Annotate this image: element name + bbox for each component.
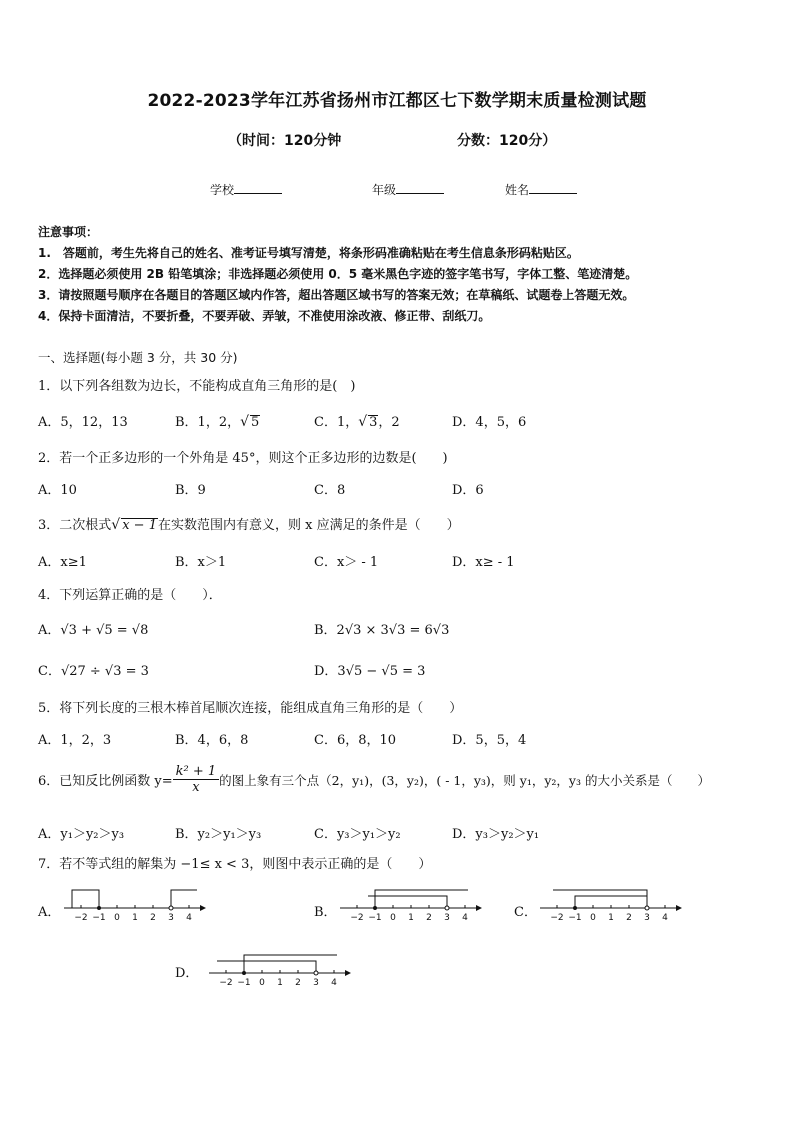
number-line-c <box>538 886 683 924</box>
tick-label: 0 <box>390 913 396 923</box>
tick-label: 0 <box>259 978 265 988</box>
tick-label: 4 <box>662 913 668 923</box>
name-blank <box>529 181 577 194</box>
q2-option-a: A．10 <box>38 483 77 498</box>
q7-option-c: C． <box>514 905 537 920</box>
tick-label: 4 <box>331 978 337 988</box>
tick-label: 2 <box>295 978 301 988</box>
exam-time: （时间：120分钟 <box>228 133 342 149</box>
q5-option-c: C．6，8，10 <box>314 733 397 748</box>
section-heading: 一、选择题(每小题 3 分，共 30 分) <box>38 350 238 365</box>
q5-option-a: A．1，2，3 <box>38 733 112 748</box>
note-item: 1. 答题前，考生先将自己的姓名、准考证号填写清楚，将条形码准确粘贴在考生信息条形码粘贴区。 <box>38 246 579 260</box>
grade-label: 年级 <box>372 183 397 197</box>
tick-label: −1 <box>568 913 582 923</box>
tick-label: −1 <box>368 913 382 923</box>
tick-label: 1 <box>408 913 414 923</box>
school-label: 学校 <box>210 183 235 197</box>
q4-option-d: D．3√5 − √5 = 3 <box>314 664 426 679</box>
tick-label: 4 <box>186 913 192 923</box>
page-title: 2022-2023学年江苏省扬州市江都区七下数学期末质量检测试题 <box>147 91 647 111</box>
tick-label: −2 <box>74 913 88 923</box>
school-field <box>210 181 282 198</box>
q1-stem: 1．以下列各组数为边长，不能构成直角三角形的是( ) <box>38 379 356 394</box>
number-line-d <box>207 951 352 989</box>
number-line-a <box>62 886 207 924</box>
tick-label: 0 <box>114 913 120 923</box>
q1-option-c: C．1，√ 3，2 <box>314 414 400 430</box>
radicand: 3 <box>369 415 378 430</box>
q2-stem: 2．若一个正多边形的一个外角是 45°，则这个正多边形的边数是( ) <box>38 451 448 466</box>
tick-label: 2 <box>426 913 432 923</box>
tick-label: −2 <box>350 913 364 923</box>
q2-option-d: D．6 <box>452 483 484 498</box>
q6-option-b: B．y₂＞y₁＞y₃ <box>175 827 262 842</box>
q3-option-d: D．x≥ - 1 <box>452 555 515 570</box>
tick-label: 3 <box>444 913 450 923</box>
q4-option-c: C．√27 ÷ √3 = 3 <box>38 664 149 679</box>
number-line-b <box>338 886 483 924</box>
q6-stem: 6．已知反比例函数 y= $\frac{\text{k² + 1}}{x}$ 的图上象有三个点（2，y₁)，(3，y₂)，( - 1，y₃)，则 y₁，y₂，y₃ 的大小关系是（ ） <box>38 764 710 795</box>
grade-field <box>372 181 444 198</box>
q3-stem: 3．二次根式√ x − 1在实数范围内有意义，则 x 应满足的条件是（ ） <box>38 517 460 533</box>
q5-option-d: D．5，5，4 <box>452 733 527 748</box>
tick-label: 3 <box>313 978 319 988</box>
q1-option-a: A．5，12，13 <box>38 415 128 430</box>
q6-option-a: A．y₁＞y₂＞y₃ <box>38 827 125 842</box>
tick-label: 4 <box>462 913 468 923</box>
exam-score: 分数：120分） <box>457 133 557 149</box>
q1-option-d: D．4，5，6 <box>452 415 527 430</box>
name-label: 姓名 <box>505 183 530 197</box>
radicand: x − 1 <box>122 518 157 533</box>
q3-option-b: B．x＞1 <box>175 555 227 570</box>
grade-blank <box>396 181 444 194</box>
q2-option-c: C．8 <box>314 483 346 498</box>
q4-option-a: A．√3 + √5 = √8 <box>38 623 149 638</box>
note-item: 4．保持卡面清洁，不要折叠，不要弄破、弄皱，不准使用涂改液、修正带、刮纸刀。 <box>38 309 491 323</box>
q4-option-b: B．2√3 × 3√3 = 6√3 <box>314 623 450 638</box>
q3-option-c: C．x＞ - 1 <box>314 555 379 570</box>
tick-label: 0 <box>590 913 596 923</box>
tick-label: −2 <box>219 978 233 988</box>
q7-option-b: B． <box>314 905 337 920</box>
radicand: 5 <box>251 415 260 430</box>
tick-label: 3 <box>644 913 650 923</box>
q2-option-b: B．9 <box>175 483 206 498</box>
tick-label: 2 <box>150 913 156 923</box>
tick-label: −2 <box>550 913 564 923</box>
q1-option-b: B．1，2，√ 5 <box>175 414 260 430</box>
fraction: $\frac{\text{k² + 1}}{x}$ <box>173 764 220 795</box>
note-item: 2．选择题必须使用 2B 铅笔填涂；非选择题必须使用 0．5 毫米黑色字迹的签字笔书写，字体工整、笔迹清楚。 <box>38 267 638 281</box>
q5-stem: 5．将下列长度的三根木棒首尾顺次连接，能组成直角三角形的是（ ） <box>38 701 463 716</box>
q6-option-c: C．y₃＞y₁＞y₂ <box>314 827 401 842</box>
q7-stem: 7．若不等式组的解集为 −1≤ x < 3，则图中表示正确的是（ ） <box>38 857 432 872</box>
tick-label: −1 <box>92 913 106 923</box>
q5-option-b: B．4，6，8 <box>175 733 249 748</box>
tick-label: 1 <box>277 978 283 988</box>
tick-label: 1 <box>608 913 614 923</box>
q7-option-a: A． <box>38 905 61 920</box>
q3-option-a: A．x≥1 <box>38 555 87 570</box>
tick-label: 1 <box>132 913 138 923</box>
notes-block <box>38 222 637 327</box>
tick-label: 2 <box>626 913 632 923</box>
school-blank <box>234 181 282 194</box>
q6-option-d: D．y₃＞y₂＞y₁ <box>452 827 540 842</box>
notes-heading: 注意事项： <box>38 225 99 239</box>
q7-option-d: D． <box>175 966 199 981</box>
q4-stem: 4．下列运算正确的是（ ）． <box>38 588 222 603</box>
tick-label: 3 <box>168 913 174 923</box>
tick-label: −1 <box>237 978 251 988</box>
note-item: 3．请按照题号顺序在各题目的答题区域内作答，超出答题区域书写的答案无效；在草稿纸、试题卷上答题无效。 <box>38 288 635 302</box>
name-field <box>505 181 577 198</box>
